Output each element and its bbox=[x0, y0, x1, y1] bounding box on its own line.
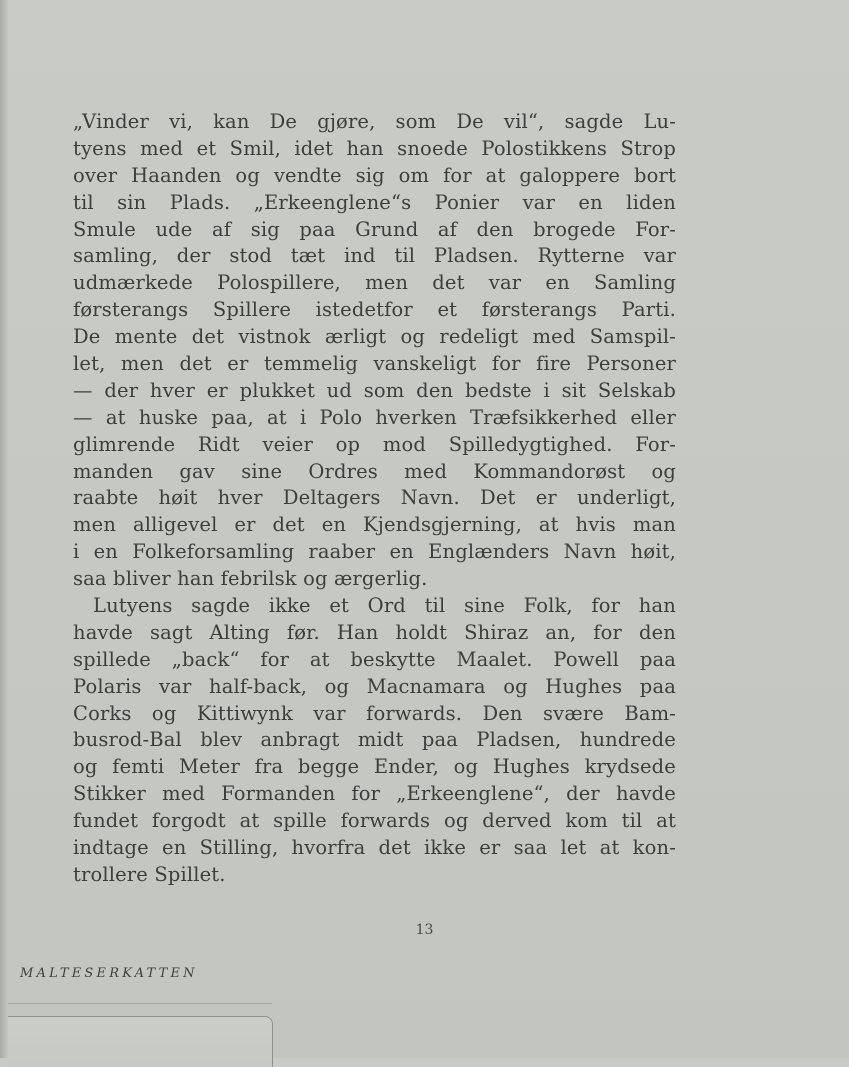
text-line: Smule ude af sig paa Grund af den brogede For- bbox=[73, 217, 676, 241]
text-line: Stikker med Formanden for „Erkeenglene“, der havde bbox=[73, 782, 676, 806]
text-line: let, men det er temmelig vanskeligt for fire Personer bbox=[73, 352, 676, 376]
text-line: Polaris var half-back, og Macnamara og Hughes paa bbox=[73, 674, 676, 698]
text-line: — der hver er plukket ud som den bedste i sit Selskab bbox=[73, 378, 676, 402]
text-line: Corks og Kittiwynk var forwards. Den svære Bam- bbox=[73, 701, 676, 725]
text-line: saa bliver han febrilsk og ærgerlig. bbox=[73, 567, 428, 591]
text-line: over Haanden og vendte sig om for at galoppere bort bbox=[73, 163, 676, 187]
text-line: indtage en Stilling, hvorfra det ikke er saa let at kon- bbox=[73, 836, 676, 860]
text-line: „Vinder vi, kan De gjøre, som De vil“, sagde Lu- bbox=[73, 110, 676, 133]
text-line: fundet forgodt at spille forwards og derved kom til at bbox=[73, 809, 676, 833]
next-page-tab-edge bbox=[8, 1016, 273, 1067]
text-line: havde sagt Alting før. Han holdt Shiraz an, for den bbox=[73, 620, 676, 644]
body-text bbox=[73, 109, 676, 889]
text-line: De mente det vistnok ærligt og redeligt med Samspil- bbox=[73, 325, 676, 349]
page-spine-edge bbox=[0, 0, 8, 1058]
page-divider-line bbox=[8, 1003, 272, 1004]
text-line: førsterangs Spillere istedetfor et førsterangs Parti. bbox=[73, 298, 676, 322]
text-line: tyens med et Smil, idet han snoede Polostikkens Strop bbox=[73, 136, 676, 160]
text-line: og femti Meter fra begge Ender, og Hughes krydsede bbox=[73, 755, 676, 779]
text-line: Lutyens sagde ikke et Ord til sine Folk, for han bbox=[93, 594, 676, 618]
running-footer-title: MALTESERKATTEN bbox=[20, 966, 198, 981]
page-number: 13 bbox=[415, 922, 434, 938]
text-line: udmærkede Polospillere, men det var en Samling bbox=[73, 271, 676, 295]
text-line: raabte høit hver Deltagers Navn. Det er underligt, bbox=[73, 486, 676, 510]
text-line: men alligevel er det en Kjendsgjerning, at hvis man bbox=[73, 513, 676, 537]
text-line: manden gav sine Ordres med Kommandorøst og bbox=[73, 459, 676, 483]
text-line: til sin Plads. „Erkeenglene“s Ponier var en liden bbox=[73, 190, 676, 214]
text-line: i en Folkeforsamling raaber en Englænders Navn høit, bbox=[73, 540, 676, 564]
text-line: glimrende Ridt veier op mod Spilledygtighed. For- bbox=[73, 432, 676, 456]
text-line: samling, der stod tæt ind til Pladsen. Rytterne var bbox=[73, 244, 676, 268]
text-line: trollere Spillet. bbox=[73, 862, 226, 886]
text-line: busrod-Bal blev anbragt midt paa Pladsen, hundrede bbox=[73, 728, 676, 752]
text-line: spillede „back“ for at beskytte Maalet. Powell paa bbox=[73, 647, 676, 671]
text-line: — at huske paa, at i Polo hverken Træfsikkerhed eller bbox=[73, 405, 676, 429]
